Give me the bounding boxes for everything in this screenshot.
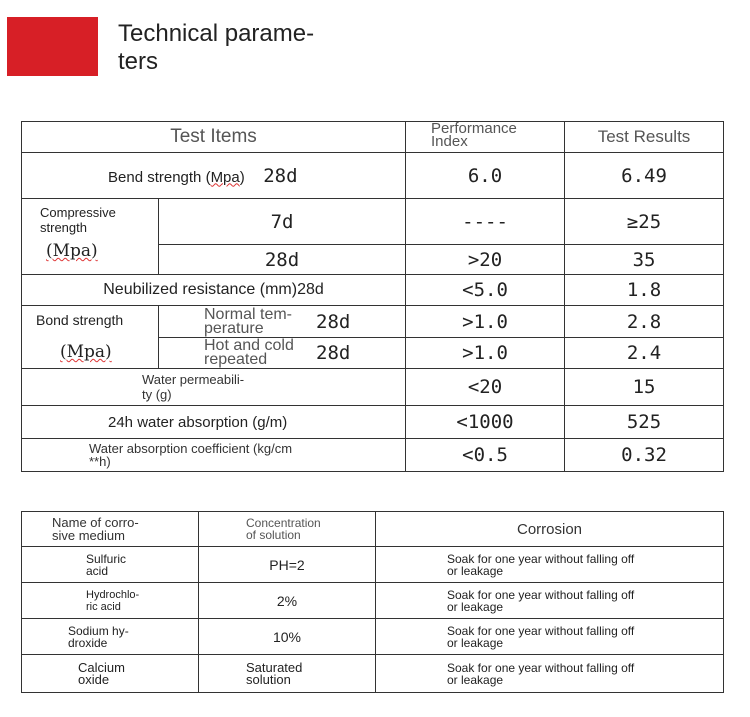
- absorption-label: 24h water absorption (g/m): [108, 413, 288, 431]
- compressive-28d-result: 35: [565, 245, 724, 275]
- header-corrosion: Corrosion: [376, 512, 724, 547]
- bend-strength-label: Bend strength (Mpa) 28d: [22, 153, 406, 199]
- permeability-result: 15: [565, 369, 724, 406]
- bond-hotcold-condition: Hot and cold repeated: [204, 337, 294, 368]
- permeability-index: <20: [406, 369, 565, 406]
- header-test-items: Test Items: [22, 122, 406, 153]
- table-row: [22, 369, 724, 406]
- technical-parameters-table: [21, 121, 724, 472]
- compressive-28d-index: >20: [406, 245, 565, 275]
- table-row: [22, 199, 724, 245]
- header-medium: Name of corro- sive medium: [22, 512, 199, 547]
- absorption-index: <1000: [406, 406, 565, 439]
- table-row: [22, 619, 724, 655]
- bend-age: 28d: [263, 164, 298, 187]
- bend-index: 6.0: [406, 153, 565, 199]
- bond-label: Bond strength: [36, 312, 124, 328]
- neubilized-index: <5.0: [406, 275, 565, 306]
- compressive-label-cell: [22, 199, 159, 275]
- header-concentration: Concentration of solution: [199, 512, 376, 547]
- corrosion-1: Soak for one year without falling off or leakage: [376, 547, 724, 583]
- neubilized-label: Neubilized resistance (mm)28d: [22, 275, 406, 306]
- bend-result: 6.49: [565, 153, 724, 199]
- table-header-row: [22, 512, 724, 547]
- red-accent-block: [7, 17, 98, 76]
- bend-unit: Mpa: [210, 168, 240, 186]
- permeability-label: Water permeabili- ty (g): [142, 372, 245, 402]
- medium-2: Hydrochlo- ric acid: [22, 583, 199, 619]
- table-header-row: [22, 122, 724, 153]
- absorption-label-cell: [22, 406, 406, 439]
- bond-normal-index: >1.0: [406, 306, 565, 338]
- corrosion-3: Soak for one year without falling off or leakage: [376, 619, 724, 655]
- bond-hotcold-result: 2.4: [565, 338, 724, 369]
- coefficient-index: <0.5: [406, 439, 565, 472]
- medium-4: Calcium oxide: [22, 655, 199, 693]
- corrosion-table: [21, 511, 724, 693]
- compressive-7d-index: ----: [406, 199, 565, 245]
- coefficient-result: 0.32: [565, 439, 724, 472]
- header-performance-index: Performance Index: [406, 122, 565, 153]
- table-row: [22, 583, 724, 619]
- bond-label-cell: [22, 306, 159, 369]
- bond-normal-result: 2.8: [565, 306, 724, 338]
- compressive-7d-result: ≥25: [565, 199, 724, 245]
- table-row: [22, 655, 724, 693]
- permeability-label-cell: [22, 369, 406, 406]
- concentration-4: Saturated solution: [199, 655, 376, 693]
- header-test-results: Test Results: [565, 122, 724, 153]
- bond-hotcold-age: 28d: [316, 342, 351, 364]
- corrosion-2: Soak for one year without falling off or leakage: [376, 583, 724, 619]
- table-row: [22, 439, 724, 472]
- bond-hotcold-cell: [159, 338, 406, 369]
- table-row: [22, 275, 724, 306]
- coefficient-label: Water absorption coefficient (kg/cm **h): [89, 441, 293, 469]
- medium-3: Sodium hy- droxide: [22, 619, 199, 655]
- table-row: [22, 547, 724, 583]
- medium-1: Sulfuric acid: [22, 547, 199, 583]
- compressive-7d-age: 7d: [159, 199, 406, 245]
- bond-hotcold-index: >1.0: [406, 338, 565, 369]
- bond-normal-cell: [159, 306, 406, 338]
- coefficient-label-cell: [22, 439, 406, 472]
- table-row: [22, 153, 724, 199]
- table-row: [22, 406, 724, 439]
- concentration-2: 2%: [199, 583, 376, 619]
- absorption-result: 525: [565, 406, 724, 439]
- concentration-1: PH=2: [199, 547, 376, 583]
- compressive-unit: (Mpa): [46, 241, 98, 261]
- neubilized-result: 1.8: [565, 275, 724, 306]
- bond-normal-age: 28d: [316, 310, 351, 333]
- bond-unit: (Mpa): [60, 342, 112, 362]
- compressive-label: Compressive strength: [40, 205, 116, 235]
- page-title: Technical parame- ters: [118, 20, 315, 75]
- table-row: [22, 306, 724, 338]
- concentration-3: 10%: [199, 619, 376, 655]
- compressive-28d-age: 28d: [159, 245, 406, 275]
- bond-normal-condition: Normal tem- perature: [204, 305, 293, 337]
- corrosion-4: Soak for one year without falling off or leakage: [376, 655, 724, 693]
